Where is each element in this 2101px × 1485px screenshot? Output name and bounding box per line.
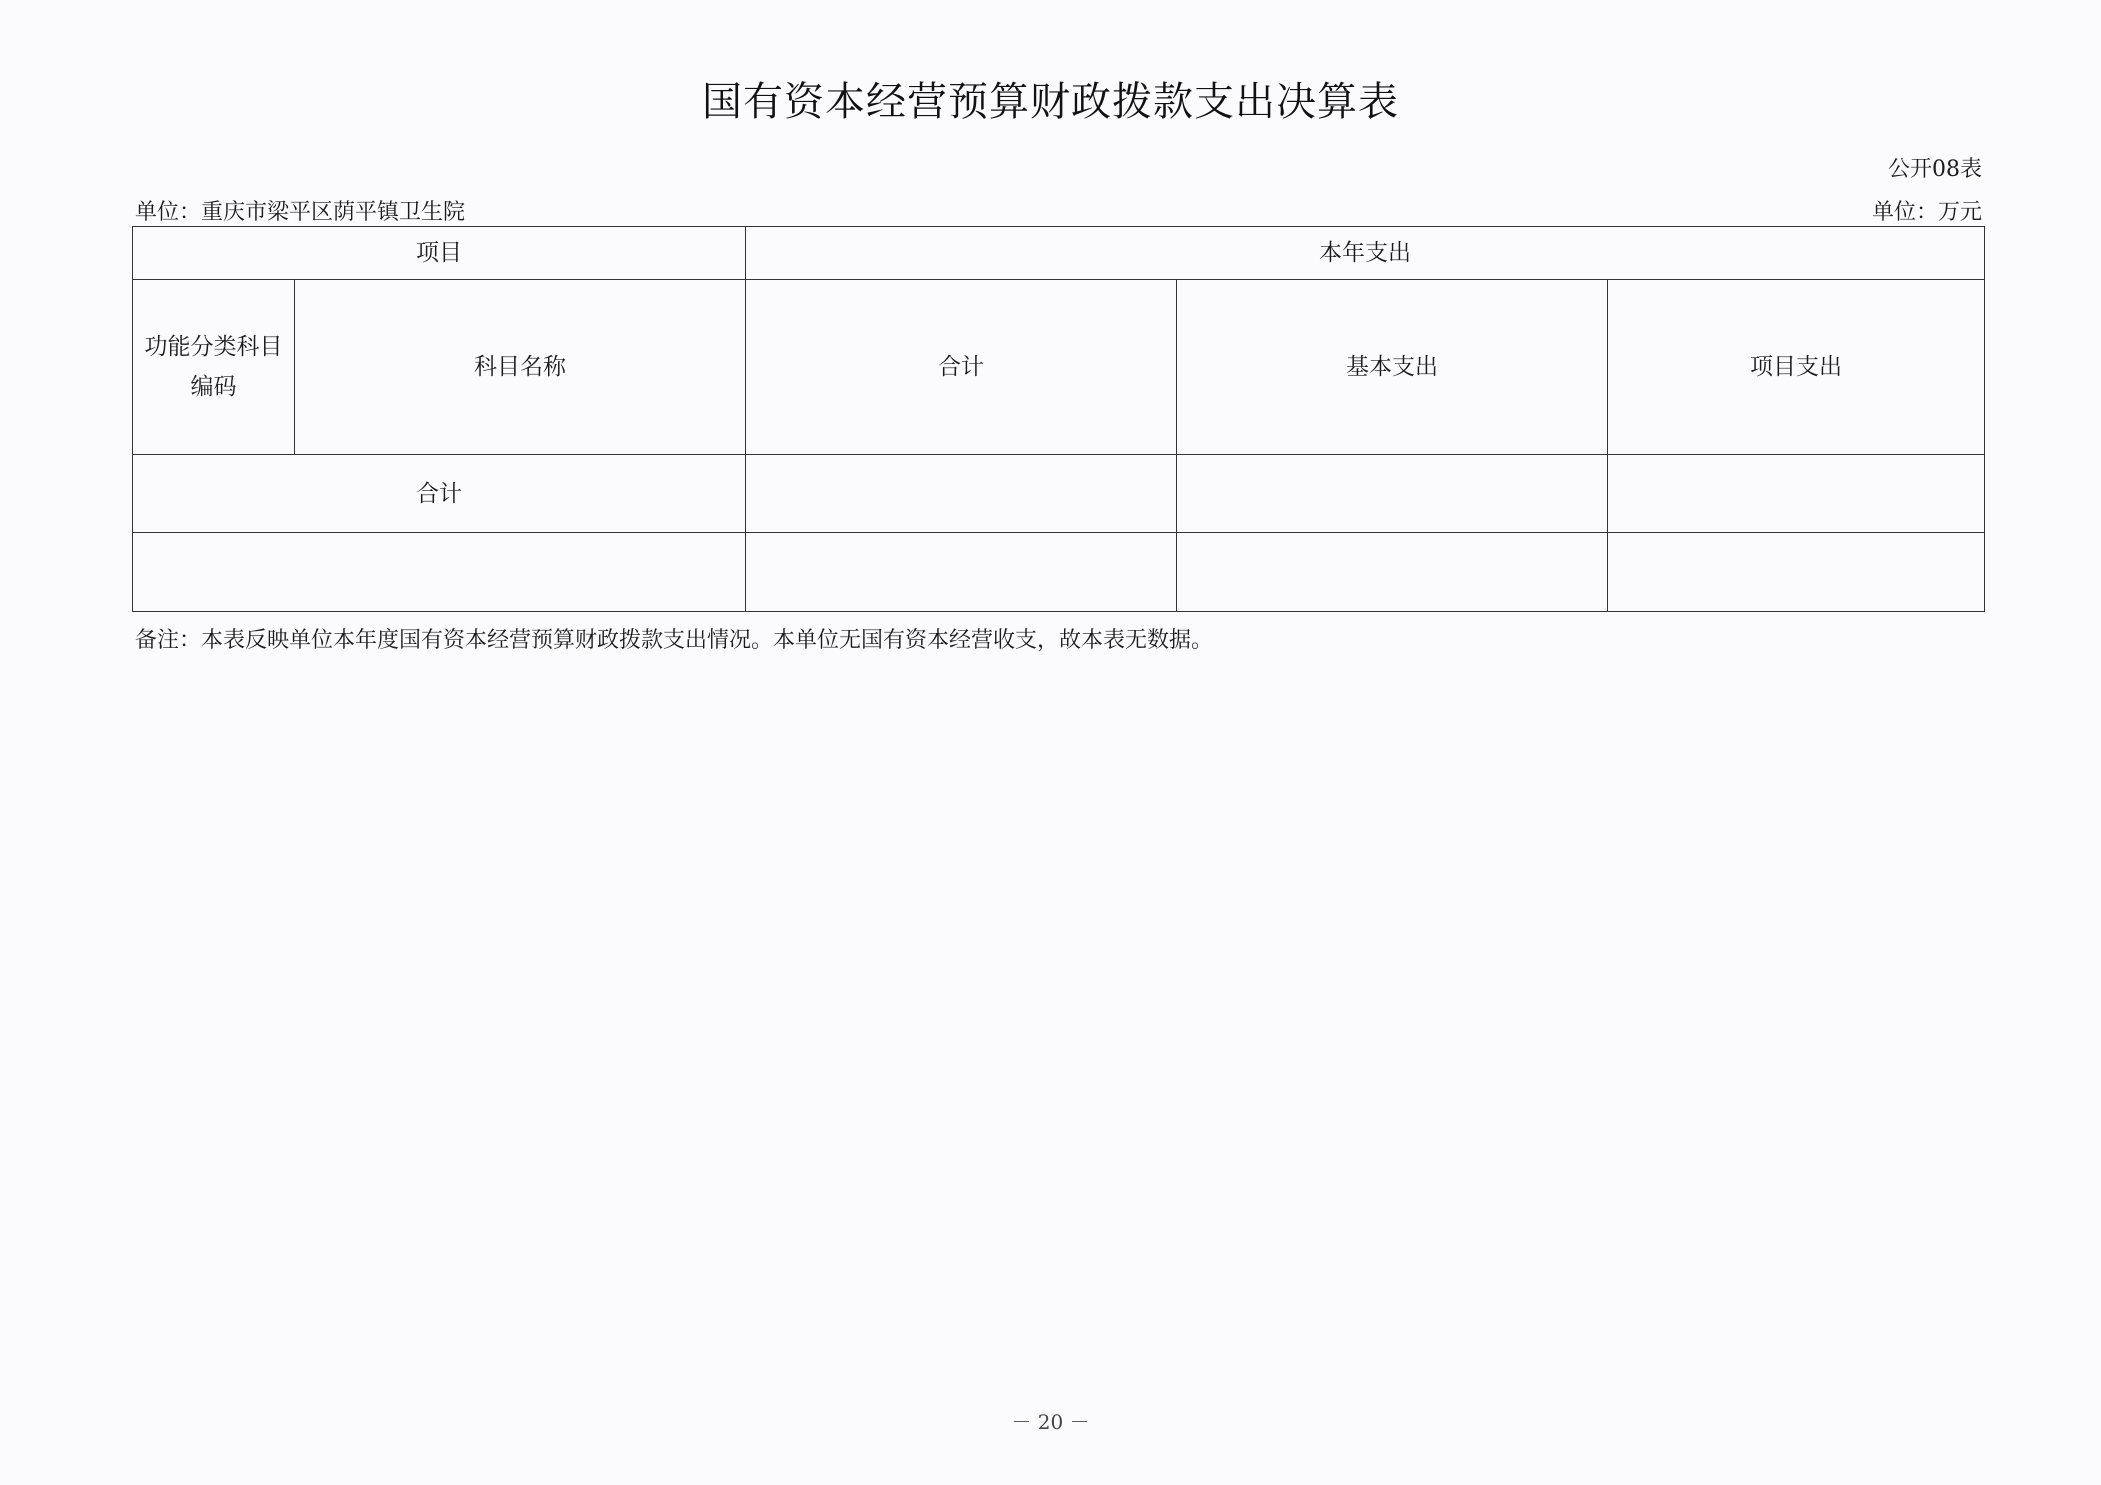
organization-unit: 单位：重庆市梁平区荫平镇卫生院: [135, 200, 466, 225]
empty-cell: [1608, 533, 1985, 612]
table-note: 备注：本表反映单位本年度国有资本经营预算财政拨款支出情况。本单位无国有资本经营收支，故本表无数据。: [135, 628, 1214, 653]
empty-cell: [133, 533, 746, 612]
header-function-code: 功能分类科目编码: [133, 280, 295, 455]
total-value-cell: [746, 455, 1177, 533]
expenditure-table: [132, 226, 1985, 612]
header-subject-name: 科目名称: [295, 280, 746, 455]
form-number: 公开08表: [1888, 157, 1982, 182]
empty-cell: [1177, 533, 1608, 612]
table-row-total: [133, 455, 1985, 533]
basic-value-cell: [1177, 455, 1608, 533]
header-row-1: [133, 227, 1985, 280]
total-label: 合计: [133, 455, 746, 533]
table-row-empty: [133, 533, 1985, 612]
header-project: 项目: [133, 227, 746, 280]
header-total: 合计: [746, 280, 1177, 455]
header-current-year-expenditure: 本年支出: [746, 227, 1985, 280]
header-basic-expenditure: 基本支出: [1177, 280, 1608, 455]
header-project-expenditure: 项目支出: [1608, 280, 1985, 455]
header-row-2: [133, 280, 1985, 455]
currency-unit: 单位：万元: [1871, 200, 1982, 225]
project-value-cell: [1608, 455, 1985, 533]
page-number: － 20 －: [1011, 1410, 1090, 1434]
empty-cell: [746, 533, 1177, 612]
page-title: 国有资本经营预算财政拨款支出决算表: [702, 79, 1399, 125]
